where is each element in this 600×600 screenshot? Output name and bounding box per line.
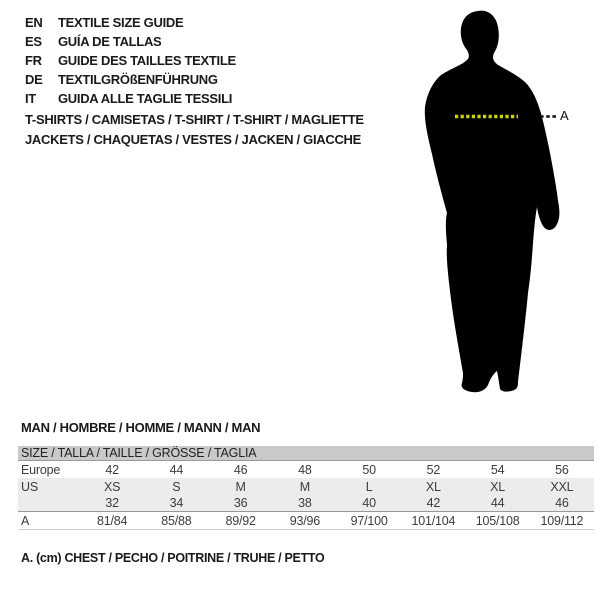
- man-silhouette: [412, 5, 572, 405]
- table-cell: 42: [105, 462, 119, 477]
- table-cell: 56: [555, 462, 569, 477]
- list-item: [25, 89, 236, 108]
- language-label: TEXTILE SIZE GUIDE: [58, 15, 184, 30]
- table-cell: 89/92: [225, 513, 256, 528]
- table-cell: XL: [425, 479, 441, 494]
- language-code: ES: [25, 34, 42, 49]
- language-label: GUIDE DES TAILLES TEXTILE: [58, 53, 236, 68]
- table-cell: 105/108: [475, 513, 520, 528]
- row-label: US: [21, 479, 38, 494]
- table-cell: 48: [298, 462, 312, 477]
- list-item: [25, 32, 236, 51]
- table-row-chest-a: [18, 511, 594, 530]
- table-cell: 54: [490, 462, 505, 477]
- language-code: IT: [25, 91, 36, 106]
- table-cell: XXL: [550, 479, 574, 494]
- table-row-europe: [18, 461, 594, 478]
- table-cell: 109/112: [540, 513, 584, 528]
- list-item: [25, 13, 236, 32]
- language-code: FR: [25, 53, 42, 68]
- table-cell: 81/84: [96, 513, 128, 528]
- language-label: GUIDA ALLE TAGLIE TESSILI: [58, 91, 233, 106]
- table-cell: M: [299, 479, 310, 494]
- table-cell: L: [365, 479, 373, 494]
- table-cell: 52: [426, 462, 441, 477]
- table-cell: 32: [105, 496, 119, 510]
- table-cell: 44: [490, 496, 505, 510]
- table-cell: 40: [362, 496, 376, 510]
- row-label: Europe: [21, 462, 61, 477]
- table-cell: 101/104: [411, 513, 456, 528]
- measurement-footnote: A. (cm) CHEST / PECHO / POITRINE / TRUHE / PETTO: [21, 551, 325, 565]
- table-cell: S: [172, 479, 181, 494]
- measure-label-a: A: [560, 108, 569, 123]
- table-cell: XS: [103, 479, 121, 494]
- table-cell: 46: [555, 496, 569, 510]
- table-cell: XL: [490, 479, 506, 494]
- list-item: [25, 70, 236, 89]
- table-cell: 85/88: [161, 513, 192, 528]
- table-cell: 42: [426, 496, 441, 510]
- section-title-man: MAN / HOMBRE / HOMME / MANN / MAN: [21, 420, 261, 435]
- list-item: [25, 51, 236, 70]
- language-label: TEXTILGRÖßENFÜHRUNG: [58, 72, 218, 87]
- table-header: SIZE / TALLA / TAILLE / GRÖSSE / TAGLIA: [18, 446, 594, 461]
- table-cell: 93/96: [289, 513, 321, 528]
- man-silhouette-shape: [425, 11, 560, 393]
- table-cell: 38: [298, 496, 312, 510]
- table-row-numeric: [18, 495, 594, 511]
- table-cell: 50: [362, 462, 376, 477]
- row-label: A: [21, 513, 30, 528]
- table-cell: 97/100: [350, 513, 388, 528]
- table-cell: 34: [169, 496, 184, 510]
- garment-categories: [25, 110, 364, 150]
- table-cell: 36: [233, 496, 248, 510]
- language-code: EN: [25, 15, 43, 30]
- table-cell: M: [235, 479, 246, 494]
- size-table: [18, 446, 594, 530]
- table-cell: 46: [233, 462, 248, 477]
- language-legend: [25, 13, 236, 108]
- garment-line-jackets: JACKETS / CHAQUETAS / VESTES / JACKEN / GIACCHE: [25, 132, 361, 147]
- table-row-us: [18, 478, 594, 495]
- language-code: DE: [25, 72, 43, 87]
- garment-line-tshirts: T-SHIRTS / CAMISETAS / T-SHIRT / T-SHIRT / MAGLIETTE: [25, 112, 364, 127]
- table-cell: 44: [169, 462, 184, 477]
- language-label: GUÍA DE TALLAS: [58, 34, 162, 49]
